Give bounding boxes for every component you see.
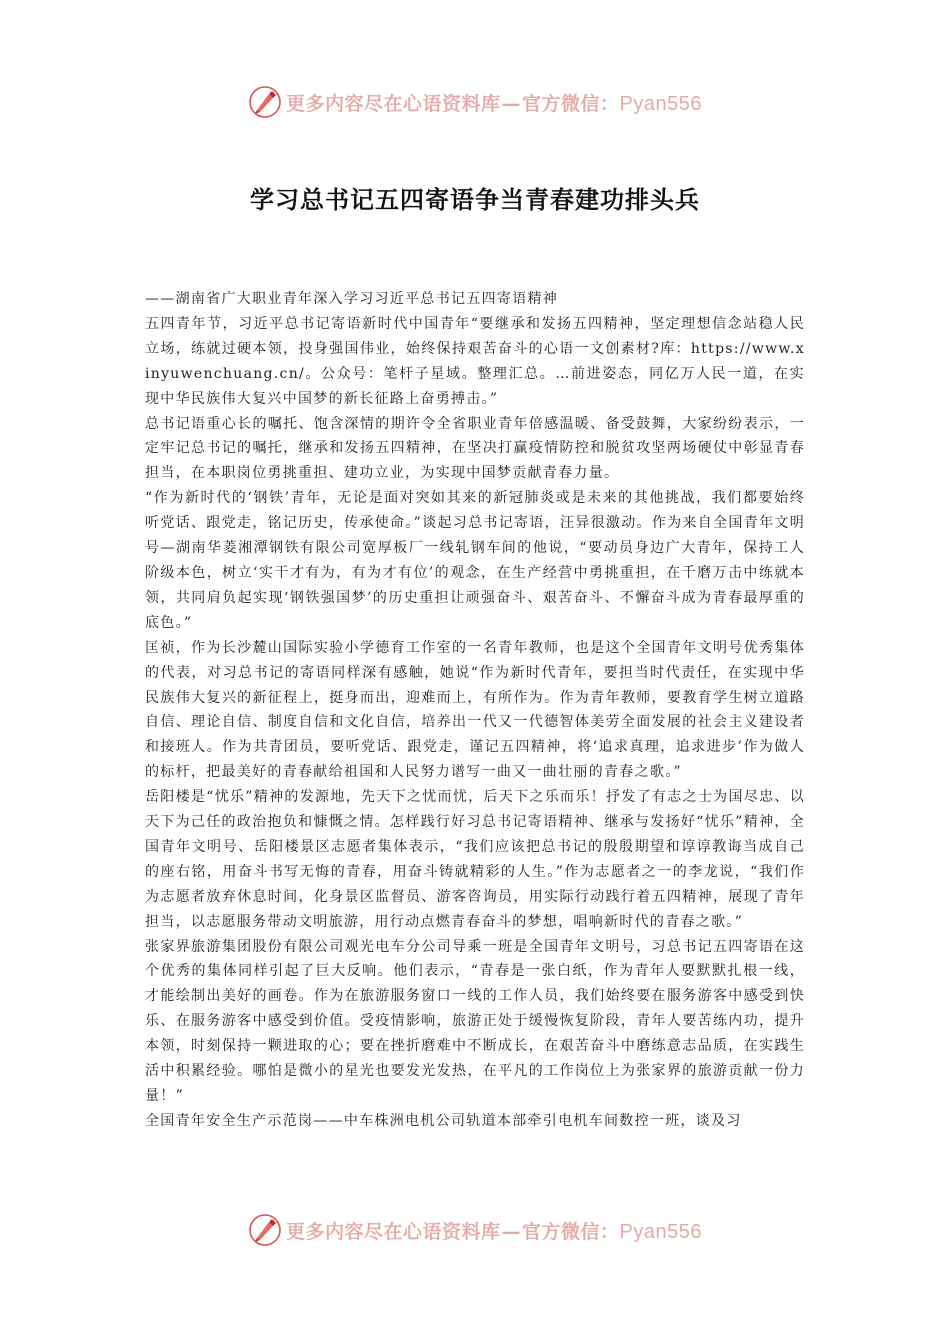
pen-nib-logo-icon (248, 1213, 282, 1247)
footer-watermark (0, 1210, 950, 1250)
body-paragraph: 总书记语重心长的嘱托、饱含深情的期许令全省职业青年倍感温暖、备受鼓舞，大家纷纷表示，一定牢记总书记的嘱托，继承和发扬五四精神，在坚决打赢疫情防控和脱贫攻坚两场硬仗中彰显青春担当，在本职岗位勇挑重担、建功立业，为实现中国梦贡献青春力量。 (145, 415, 805, 482)
watermark-slogan: 更多内容尽在心语资料库 (286, 1220, 501, 1243)
watermark-text (286, 89, 702, 116)
watermark-dash: — (501, 1220, 522, 1243)
body-paragraph: 匡祯，作为长沙麓山国际实验小学德育工作室的一名青年教师，也是这个全国青年文明号优秀集体的代表，对习总书记的寄语同样深有感触，她说“作为新时代青年，要担当时代责任，在实现中华民族伟大复兴的新征程上，挺身而出，迎难而上，有所作为。作为青年教师，要教育学生树立道路自信、理论自信、制度自信和文化自信，培养出一代又一代德智体美劳全面发展的社会主义建设者和接班人。作为共青团员，要听党话、跟党走，谨记五四精神，将‘追求真理，追求进步’作为做人的标杆，把最美好的青春献给祖国和人民努力谱写一曲又一曲壮丽的青春之歌。” (145, 639, 805, 781)
document-body (145, 287, 805, 1134)
watermark-wechat-id: Pyan556 (619, 92, 702, 115)
body-paragraph: “作为新时代的‘钢铁’青年，无论是面对突如其来的新冠肺炎或是未来的其他挑战，我们都要始终听党话、跟党走，铭记历史，传承使命。”谈起习总书记寄语，汪异很激动。作为来自全国青年文明号—湖南华菱湘潭钢铁有限公司宽厚板厂一线轧钢车间的他说，“要动员身边广大青年，保持工人阶级本色，树立‘实干才有为，有为才有位’的观念，在生产经营中勇挑重担，在千磨万击中练就本领，共同肩负起实现‘钢铁强国梦’的历史重担让顽强奋斗、艰苦奋斗、不懈奋斗成为青春最厚重的底色。” (145, 490, 805, 631)
header-watermark (0, 82, 950, 122)
body-paragraph: 张家界旅游集团股份有限公司观光电车分公司导乘一班是全国青年文明号，习总书记五四寄语在这个优秀的集体同样引起了巨大反响。他们表示，“青春是一张白纸，作为青年人要默默扎根一线，才能绘制出美好的画卷。作为在旅游服务窗口一线的工作人员，我们始终要在服务游客中感受到快乐、在服务游客中感受到价值。受疫情影响，旅游正处于缓慢恢复阶段，青年人要苦练内功，提升本领，时刻保持一颗进取的心；要在挫折磨难中不断成长，在艰苦奋斗中磨练意志品质，在实践生活中积累经验。哪怕是微小的星光也要发光发热，在平凡的工作岗位上为张家界的旅游贡献一份力量！” (145, 938, 805, 1104)
watermark-label: 官方微信： (522, 1220, 620, 1243)
body-paragraph: 岳阳楼是“忧乐”精神的发源地，先天下之忧而忧，后天下之乐而乐！抒发了有志之士为国尽忠、以天下为己任的政治抱负和慷慨之情。怎样践行好习总书记寄语精神、继承与发扬好“忧乐”精神，全国青年文明号、岳阳楼景区志愿者集体表示，“我们应该把总书记的殷殷期望和谆谆教诲当成自己的座右铭，用奋斗书写无悔的青春，用奋斗铸就精彩的人生。”作为志愿者之一的李龙说，“我们作为志愿者放弃休息时间，化身景区监督员、游客咨询员，用实际行动践行着五四精神，展现了青年担当，以志愿服务带动文明旅游，用行动点燃青春奋斗的梦想，唱响新时代的青春之歌。” (145, 789, 805, 930)
document-title: 学习总书记五四寄语争当青春建功排头兵 (250, 186, 700, 214)
watermark-dash: — (501, 92, 522, 115)
body-paragraph: 全国青年安全生产示范岗——中车株洲电机公司轨道本部牵引电机车间数控一班，谈及习 (145, 1112, 742, 1129)
watermark-wechat-id: Pyan556 (619, 1220, 702, 1243)
watermark-text (286, 1217, 702, 1244)
pen-nib-logo-icon (248, 85, 282, 119)
watermark-label: 官方微信： (522, 92, 620, 115)
subtitle-paragraph: ——湖南省广大职业青年深入学习习近平总书记五四寄语精神 (145, 291, 559, 307)
body-paragraph: 五四青年节，习近平总书记寄语新时代中国青年“要继承和发扬五四精神，坚定理想信念站稳人民立场，练就过硬本领，投身强国伟业，始终保持艰苦奋斗的心语一文创素材?库：https://www.xinyuwenchuang.cn/。公众号：笔杆子星域。整理汇总。…前进姿态，同亿万人民一道，在实现中华民族伟大复兴中国梦的新长征路上奋勇搏击。” (145, 315, 805, 407)
watermark-slogan: 更多内容尽在心语资料库 (286, 92, 501, 115)
